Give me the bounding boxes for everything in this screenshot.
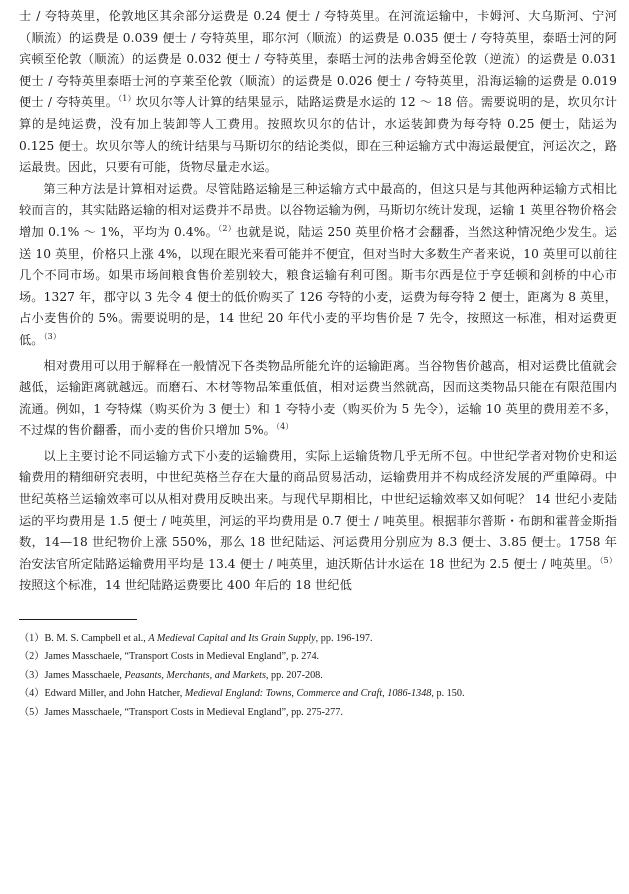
footnote-text: James Masschaele, “Transport Costs in Medieval England”, pp. 275-277. — [44, 706, 343, 718]
paragraph-3 — [19, 356, 617, 442]
footnote-text: , pp. 196-197. — [315, 633, 373, 645]
footnote-4 — [19, 685, 617, 703]
paragraph-text: 第三种方法是计算相对运费。尽管陆路运输是三种运输方式中最高的，但这只是与其他两种运输方式相比较而言的，其实陆路运输的相对运费并不昂贵。以谷物运输为例，马斯切尔统计发现，运输 1 英里谷物价格会增加 0.1% ～ 1%，平均为 0.4%。 — [19, 181, 617, 239]
footnote-5 — [19, 704, 617, 722]
paragraph-1 — [19, 6, 617, 179]
paragraph-4 — [19, 446, 617, 597]
footnote-1 — [19, 630, 617, 648]
footnote-title: A Medieval Capital and Its Grain Supply — [148, 633, 316, 645]
paragraph-text: 也就是说，陆运 250 英里价格才会翻番，当然这种情况绝少发生。运送 10 英里，价格只上涨 4%，以现在眼光来看可能并不便宜，但对当时大多数生产者来说，10 英里可以前往几个不同市场。如果市场间粮食售价差别较大，粮食运输有利可图。斯韦尔西是位于亨廷顿和剑桥的中心市场。1327 年，郡守以 3 先令 4 便士的低价购买了 126 夸特的小麦，运费为每夸特 2 便士，距离为 8 英里，占小麦售价的 5%。需要说明的是，14 世纪 20 年代小麦的平均售价是 7 先令，按照这一标准，相对运费更低。 — [19, 224, 617, 347]
footnote-text: B. M. S. Campbell et al., — [44, 633, 149, 645]
footnote-text: Edward Miller, and John Hatcher, — [44, 688, 185, 700]
footnote-text: , p. 150. — [431, 688, 465, 700]
footnote-text: James Masschaele, — [44, 669, 125, 681]
paragraph-text: 坎贝尔等人计算的结果显示，陆路运费是水运的 12 ～ 18 倍。需要说明的是，坎贝尔计算的是纯运费，没有加上装卸等人工费用。按照坎贝尔的估计，水运装卸费为每夸特 0.25 便士，陆运为 0.125 便士。坎贝尔等人的统计结果与马斯切尔的结论类似，即在三种运输方式中海运最便宜，河运次之，路运最贵。因此，只要有可能，货物尽量走水运。 — [19, 95, 618, 175]
footnote-divider — [19, 619, 137, 620]
footnote-number: （2） — [19, 651, 45, 663]
paragraph-2 — [19, 179, 617, 352]
paragraph-text: 以上主要讨论不同运输方式下小麦的运输费用，实际上运输货物几乎无所不包。中世纪学者对物价史和运输费用的精细研究表明，中世纪英格兰存在大量的商品贸易活动，运输费用并不构成经济发展的严重障碍。中世纪英格兰运输效率可以从相对费用反映出来。与现代早期相比，中世纪运输效率又如何呢？ 14 世纪小麦陆运的平均费用是 1.5 便士 / 吨英里，河运的平均费用是 0.7 便士 / 吨英里。根据菲尔普斯・布朗和霍普金斯指数，14—18 世纪物价上涨 550%，那么 18 世纪陆运、河运费用分别应为 8.3 便士、3.85 便士。1758 年治安法官所定陆路运输费用平均是 13.4 便士 / 吨英里，迪沃斯估计水运在 18 世纪为 2.5 便士 / 吨英里。 — [19, 448, 617, 571]
footnote-number: （4） — [19, 688, 45, 700]
footnote-2 — [19, 648, 617, 666]
footnote-3 — [19, 667, 617, 685]
footnote-ref-2[interactable]: （2） — [218, 223, 237, 233]
footnote-ref-5[interactable]: （5） — [599, 555, 617, 565]
footnote-number: （3） — [19, 669, 45, 681]
footnote-number: （1） — [19, 633, 45, 645]
paragraph-text: 相对费用可以用于解释在一般情况下各类物品所能允许的运输距离。当谷物售价越高，相对运费比值就会越低，运输距离就越远。而磨石、木材等物品笨重低值，相对运费当然就高，因而这类物品只能在有限范围内流通。例如，1 夸特煤（购买价为 3 便士）和 1 夸特小麦（购买价为 5 先令），运输 10 英里的费用差不多，不过煤的售价翻番，而小麦的售价只增加 5%。 — [19, 358, 617, 438]
footnote-text: James Masschaele, “Transport Costs in Medieval England”, p. 274. — [44, 651, 320, 663]
footnotes — [19, 630, 617, 722]
footnote-title: Medieval England: Towns, Commerce and Craft, 1086-1348 — [184, 688, 432, 700]
footnote-number: （5） — [19, 706, 45, 718]
footnote-ref-1[interactable]: （1） — [118, 94, 136, 104]
footnote-text: , pp. 207-208. — [265, 669, 323, 681]
footnote-ref-4[interactable]: （4） — [275, 422, 294, 432]
body-text — [19, 6, 617, 597]
footnote-ref-3[interactable]: （3） — [43, 331, 61, 341]
paragraph-text: 士 / 夸特英里，伦敦地区其余部分运费是 0.24 便士 / 夸特英里。在河流运输中，卡姆河、大乌斯河、宁河（顺流）的运费是 0.039 便士 / 夸特英里，耶尔河（顺流）的运费是 0.035 便士 / 夸特英里，泰晤士河的阿宾顿至伦敦（顺流）的运费是 0.032 便士 / 夸特英里，泰晤士河的法弗舍姆至伦敦（逆流）的运费是 0.031 便士 / 夸特英里泰晤士河的亨莱至伦敦（顺流）的运费是 0.026 便士 / 夸特英里，沿海运输的运费是 0.019 便士 / 夸特英里。 — [19, 9, 617, 110]
footnote-title: Peasants, Merchants, and Markets — [124, 669, 266, 681]
paragraph-text: 按照这个标准，14 世纪陆路运费要比 400 年后的 18 世纪低 — [19, 578, 352, 593]
